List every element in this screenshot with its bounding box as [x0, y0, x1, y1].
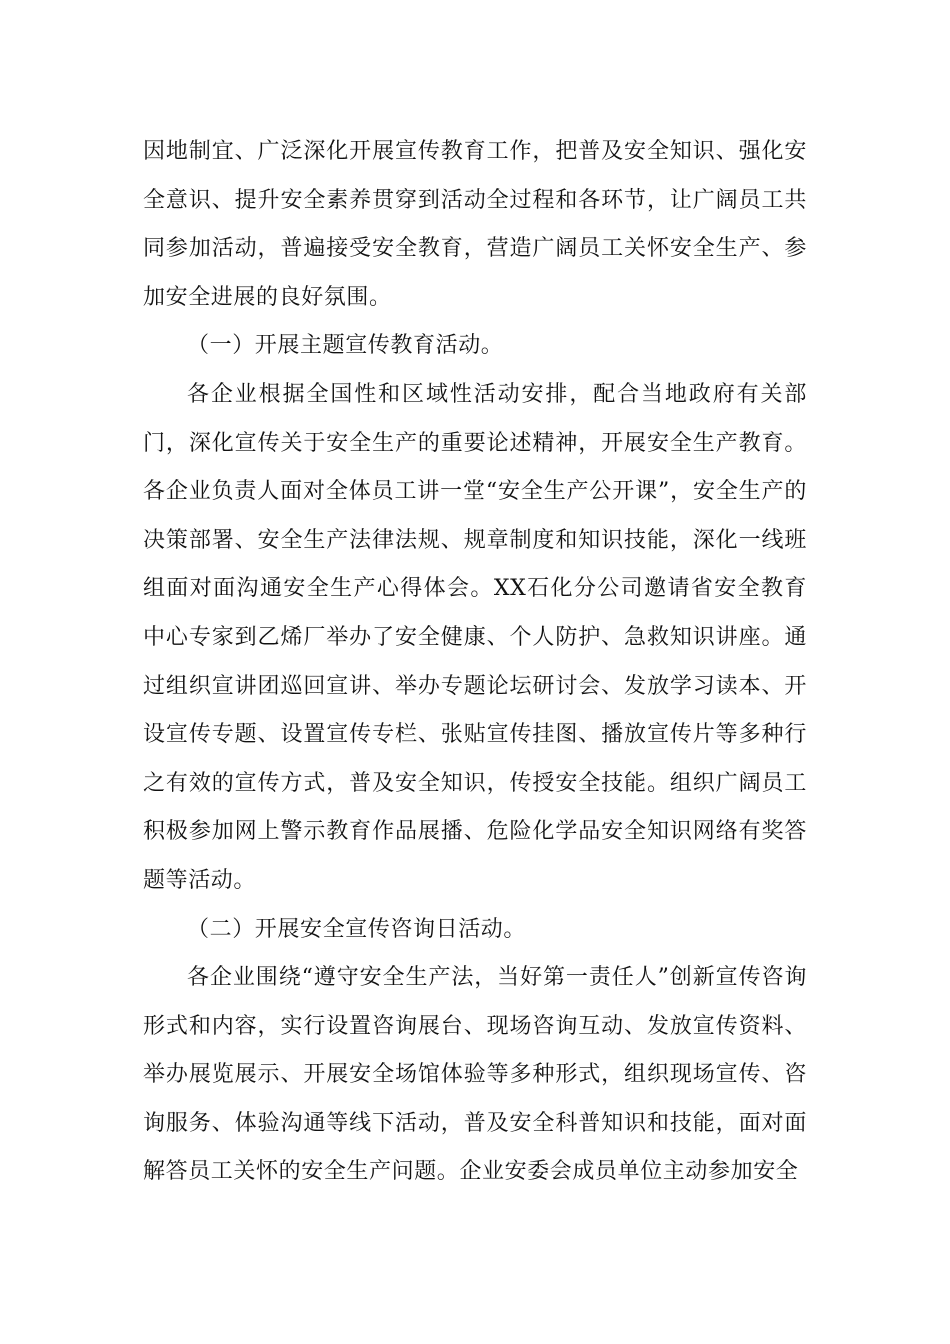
paragraph-theme-education: 各企业根据全国性和区域性活动安排，配合当地政府有关部门，深化宣传关于安全生产的重要论述精神，开展安全生产教育。各企业负责人面对全体员工讲一堂“安全生产公开课”，安全生产的决策部署、安全生产法律法规、规章制度和知识技能，深化一线班组面对面沟通安全生产心得体会。XX石化分公司邀请省安全教育中心专家到乙烯厂举办了安全健康、个人防护、急救知识讲座。通过组织宣讲团巡回宣讲、举办专题论坛研讨会、发放学习读本、开设宣传专题、设置宣传专栏、张贴宣传挂图、播放宣传片等多种行之有效的宣传方式，普及安全知识，传授安全技能。组织广阔员工积极参加网上警示教育作品展播、危险化学品安全知识网络有奖答题等活动。 [143, 381, 807, 893]
section-heading-1: （一）开展主题宣传教育活动。 [187, 333, 504, 359]
section-heading-2: （二）开展安全宣传咨询日活动。 [187, 916, 527, 942]
paragraph-consultation-day: 各企业围绕“遵守安全生产法，当好第一责任人”创新宣传咨询形式和内容，实行设置咨询展台、现场咨询互动、发放宣传资料、举办展览展示、开展安全场馆体验等多种形式，组织现场宣传、咨询服务、体验沟通等线下活动，普及安全科普知识和技能，面对面解答员工关怀的安全生产问题。企业安委会成员单位主动参加安全 [143, 965, 807, 1185]
document-body [143, 128, 807, 1197]
paragraph-continued: 因地制宜、广泛深化开展宣传教育工作，把普及安全知识、强化安全意识、提升安全素养贯穿到活动全过程和各环节，让广阔员工共同参加活动，普遍接受安全教育，营造广阔员工关怀安全生产、参加安全进展的良好氛围。 [143, 139, 807, 310]
